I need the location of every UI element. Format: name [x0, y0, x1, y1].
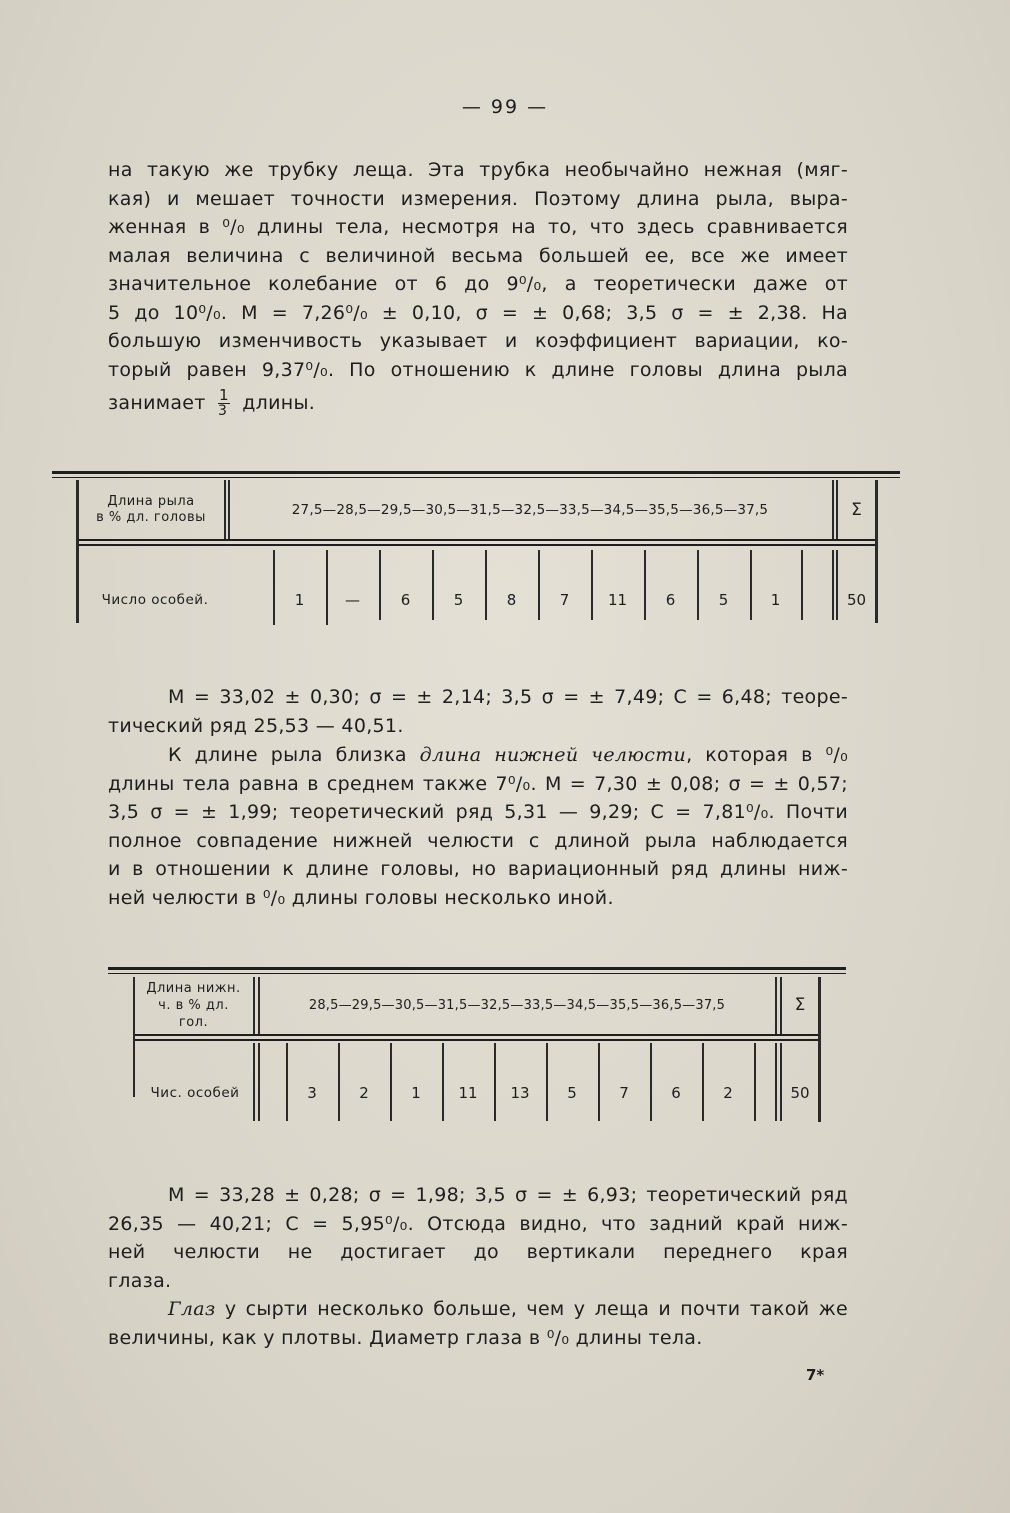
table-header-rule: [135, 1034, 818, 1036]
text-line: большую изменчивость указывает и коэффициент вариации, ко-: [108, 330, 848, 352]
paragraph-table2-stats: [108, 1181, 848, 1295]
table-border-left: [76, 480, 79, 623]
table-header-rule: [78, 539, 875, 541]
header-label-line: в % дл. головы: [96, 510, 206, 525]
page-number: — 99 —: [461, 96, 549, 118]
table-column-divider: [644, 550, 646, 620]
text-fragment: занимает: [108, 392, 206, 414]
table-header-divider: [775, 977, 777, 1035]
table-column-divider: [832, 550, 834, 620]
table-cell: 11: [458, 1084, 478, 1102]
text-italic: Глаз: [168, 1298, 216, 1320]
table-column-divider: [598, 1043, 600, 1121]
table-header-sum: Σ: [851, 500, 862, 520]
table-column-divider: [442, 1043, 444, 1121]
table-column-divider: [546, 1043, 548, 1121]
text-line: [108, 741, 848, 770]
table-column-divider: [494, 1043, 496, 1121]
table-cell: [754, 1075, 775, 1111]
table-row-label: Чис. особей: [150, 1085, 240, 1101]
text-line-fraction: [108, 388, 848, 419]
text-fragment: длины.: [242, 392, 316, 414]
table-column-divider: [253, 1043, 255, 1121]
table-cell: 5: [718, 591, 729, 609]
table-header-divider: [228, 480, 230, 540]
table-header-divider: [832, 480, 834, 540]
table-column-divider: [754, 1043, 756, 1121]
table-column-divider: [538, 550, 540, 620]
fraction-one-third: [218, 388, 230, 419]
text-line: ней челюсти в ⁰/₀ длины головы несколько иной.: [108, 886, 614, 909]
table-cell: 1: [770, 591, 781, 609]
text-line: торый равен 9,37⁰/₀. По отношению к длине головы длина рыла: [108, 358, 848, 381]
header-label-line: Длина нижн.: [146, 980, 241, 996]
table-border-left: [133, 977, 135, 1097]
paragraph-table1-stats: [108, 683, 848, 740]
table-header-divider: [253, 977, 255, 1035]
table-column-divider: [591, 550, 593, 620]
table-header-divider: [780, 977, 782, 1035]
table-cell: 11: [607, 591, 628, 609]
table-top-rule: [108, 967, 846, 970]
table-column-divider: [485, 550, 487, 620]
table-top-rule-thin: [108, 973, 846, 974]
table-header-divider: [836, 480, 838, 540]
text-line: женная в ⁰/₀ длины тела, несмотря на то, что здесь сравнивается: [108, 216, 848, 238]
text-line: полное совпадение нижней челюсти с длиной рыла наблюдается: [108, 829, 848, 852]
table-cell-total: 50: [846, 591, 867, 609]
text-line: M = 33,02 ± 0,30; σ = ± 2,14; 3,5 σ = ± 7,49; C = 6,48; теоре-: [168, 686, 848, 708]
table-column-divider: [750, 550, 752, 620]
text-line: и в отношении к длине головы, но вариационный ряд длины ниж-: [108, 858, 848, 880]
table-header-divider: [224, 480, 226, 540]
table-cell: 8: [506, 591, 517, 609]
text-line: глаза.: [108, 1269, 172, 1292]
text-line: тический ряд 25,53 — 40,51.: [108, 714, 404, 737]
signature-mark: 7*: [806, 1366, 825, 1384]
table-column-divider: [326, 550, 328, 625]
table-header-rule: [135, 1039, 818, 1041]
table-cell: 2: [723, 1084, 733, 1102]
table-column-divider: [650, 1043, 652, 1121]
table-column-divider: [258, 1043, 260, 1121]
table-border-right: [818, 977, 821, 1122]
text-line: на такую же трубку леща. Эта трубка необычайно нежная (мяг-: [108, 159, 848, 181]
paragraph-rostrum-length: [108, 156, 848, 419]
table-header-label: [80, 484, 222, 536]
table-cell: 1: [411, 1084, 421, 1102]
text-line: значительное колебание от 6 до 9⁰/₀, а теоретически даже от: [108, 273, 848, 295]
table-header-divider: [258, 977, 260, 1035]
header-label-line: ч. в % дл.: [158, 997, 229, 1013]
text-fragment: К длине рыла близка: [168, 744, 420, 766]
text-line: M = 33,28 ± 0,28; σ = 1,98; 3,5 σ = ± 6,93; теоретический ряд: [168, 1184, 848, 1206]
table-cell: 7: [619, 1084, 629, 1102]
text-line: ней челюсти не достигает до вертикали переднего края: [108, 1241, 848, 1263]
table-cell: 5: [453, 591, 464, 609]
table-top-rule: [52, 471, 900, 474]
text-line: 26,35 — 40,21; C = 5,95⁰/₀. Отсюда видно, что задний край ниж-: [108, 1212, 848, 1235]
table-cell: —: [345, 591, 360, 609]
text-line: 3,5 σ = ± 1,99; теоретический ряд 5,31 — 9,29; C = 7,81⁰/₀. Почти: [108, 801, 848, 823]
table-column-divider: [697, 550, 699, 620]
table-header-sequence: 27,5—28,5—29,5—30,5—31,5—32,5—33,5—34,5—35,5—36,5—37,5: [291, 502, 769, 518]
table-header-sum: Σ: [794, 995, 806, 1015]
table-top-rule-thin: [52, 477, 900, 478]
table-cell: [801, 580, 832, 620]
table-column-divider: [775, 1043, 777, 1121]
table-row-label: Число особей.: [101, 592, 209, 608]
fraction-numerator: 1: [219, 386, 229, 404]
table-cell: 3: [307, 1084, 317, 1102]
fraction-denominator: 3: [218, 403, 228, 419]
table-column-divider: [338, 1043, 340, 1121]
table-cell: 7: [559, 591, 570, 609]
text-line: малая величина с величиной весьма большей ее, все же имеет: [108, 244, 848, 267]
table-column-divider: [432, 550, 434, 620]
table-column-divider: [780, 1043, 782, 1121]
text-line: величины, как у плотвы. Диаметр глаза в ⁰/₀ длины тела.: [108, 1326, 703, 1349]
table-cell: 1: [294, 591, 305, 609]
text-italic: длина нижней челюсти: [419, 744, 687, 766]
table-column-divider: [286, 1043, 288, 1121]
table-column-divider: [702, 1043, 704, 1121]
table-cell: 2: [359, 1084, 369, 1102]
table-border-right: [875, 480, 878, 623]
table-header-label: [136, 978, 251, 1032]
text-fragment: у сырти несколько больше, чем у леща и почти такой же: [215, 1298, 848, 1320]
table-cell: 6: [665, 591, 676, 609]
table-column-divider: [273, 550, 275, 625]
text-line: [108, 1295, 848, 1324]
table-cell: 6: [400, 591, 411, 609]
text-line: длины тела равна в среднем также 7⁰/₀. M = 7,30 ± 0,08; σ = ± 0,57;: [108, 772, 848, 795]
text-line: 5 до 10⁰/₀. M = 7,26⁰/₀ ± 0,10, σ = ± 0,68; 3,5 σ = ± 2,38. На: [108, 301, 848, 324]
table-cell: 13: [510, 1084, 530, 1102]
table-cell-total: 50: [790, 1084, 810, 1102]
table-column-divider: [801, 550, 803, 620]
table-cell: 5: [567, 1084, 577, 1102]
text-fragment: , которая в ⁰/₀: [686, 744, 848, 766]
table-header-sequence: 28,5—29,5—30,5—31,5—32,5—33,5—34,5—35,5—36,5—37,5: [308, 997, 726, 1013]
text-line: кая) и мешает точности измерения. Поэтому длина рыла, выра-: [108, 187, 848, 210]
header-label-line: гол.: [178, 1014, 209, 1030]
header-label-line: Длина рыла: [107, 494, 195, 509]
table-header-rule: [78, 544, 875, 546]
paragraph-eye: [108, 1295, 848, 1352]
paragraph-lower-jaw: [108, 741, 848, 912]
table-column-divider: [390, 1043, 392, 1121]
table-cell: 6: [671, 1084, 681, 1102]
table-column-divider: [836, 550, 838, 620]
table-column-divider: [379, 550, 381, 620]
